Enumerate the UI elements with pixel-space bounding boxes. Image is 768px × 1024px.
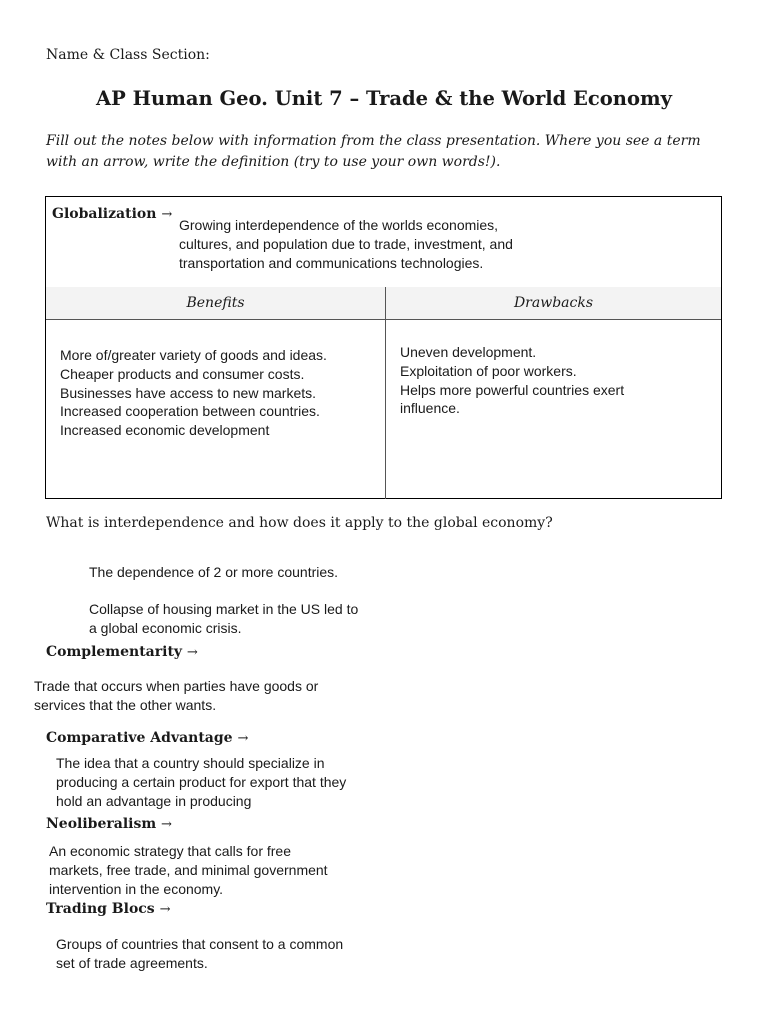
- interdependence-question: What is interdependence and how does it apply to the global economy?: [46, 515, 553, 531]
- list-item: Helps more powerful countries exert: [400, 381, 625, 398]
- definition-line: producing a certain product for export that they: [56, 774, 347, 790]
- trading-blocs-term: [46, 901, 170, 917]
- list-item: Increased economic development: [60, 422, 270, 439]
- arrow-icon: →: [159, 902, 171, 917]
- neoliberalism-term: [46, 816, 172, 832]
- complementarity-definition: [34, 677, 318, 715]
- term-label: Neoliberalism: [46, 816, 157, 832]
- drawbacks-list: [400, 343, 624, 418]
- instructions: Fill out the notes below with information from the class presentation. Where you see a term with an arrow, write the definition (try to use your own words!).: [46, 133, 701, 170]
- definition-line: markets, free trade, and minimal government: [49, 862, 328, 878]
- arrow-icon: →: [161, 817, 172, 832]
- term-label: Comparative Advantage: [46, 730, 233, 746]
- list-item: Businesses have access to new markets.: [60, 384, 317, 401]
- interdependence-answer-1: The dependence of 2 or more countries.: [89, 564, 339, 580]
- definition-line: intervention in the economy.: [49, 881, 224, 897]
- definition-line: An economic strategy that calls for free: [49, 843, 291, 859]
- page-title: AP Human Geo. Unit 7 – Trade & the World Economy: [96, 87, 672, 110]
- list-item: More of/greater variety of goods and ideas.: [60, 347, 327, 363]
- globalization-term: [52, 206, 172, 222]
- neoliberalism-definition: [49, 842, 328, 899]
- list-item: influence.: [400, 400, 460, 417]
- globalization-row: [46, 197, 721, 288]
- definition-line: cultures, and population due to trade, investment, and: [179, 236, 513, 252]
- name-class-section-label: Name & Class Section:: [46, 47, 210, 63]
- definition-line: set of trade agreements.: [56, 955, 208, 971]
- arrow-icon: →: [237, 731, 249, 746]
- column-divider: [385, 287, 386, 499]
- drawbacks-header: Drawbacks: [513, 295, 594, 311]
- definition-line: The idea that a country should specialize in: [56, 755, 325, 771]
- list-item: Cheaper products and consumer costs.: [60, 365, 305, 382]
- arrow-icon: →: [186, 645, 198, 660]
- benefits-list: [60, 346, 327, 440]
- complementarity-term: [46, 644, 198, 660]
- benefits-header: Benefits: [186, 295, 245, 311]
- definition-line: hold an advantage in producing: [56, 793, 252, 809]
- answer-line: a global economic crisis.: [89, 620, 242, 636]
- list-item: Uneven development.: [400, 344, 537, 360]
- list-item: Exploitation of poor workers.: [400, 362, 577, 379]
- definition-line: Trade that occurs when parties have goods or: [34, 678, 319, 694]
- arrow-icon: →: [161, 207, 173, 222]
- globalization-definition: [179, 216, 579, 273]
- trading-blocs-definition: [56, 935, 343, 973]
- term-label: Globalization: [52, 206, 157, 222]
- definition-line: Groups of countries that consent to a common: [56, 936, 344, 952]
- interdependence-answer-2: [89, 600, 358, 638]
- definition-line: services that the other wants.: [34, 697, 217, 713]
- term-label: Trading Blocs: [46, 901, 155, 917]
- term-label: Complementarity: [46, 644, 183, 660]
- definition-line: Growing interdependence of the worlds economies,: [179, 217, 499, 233]
- list-item: Increased cooperation between countries.: [60, 403, 320, 420]
- table-header-row: [46, 287, 721, 320]
- definition-line: transportation and communications technologies.: [179, 255, 484, 271]
- globalization-table: [45, 196, 722, 499]
- answer-line: Collapse of housing market in the US led to: [89, 601, 359, 617]
- comparative-advantage-definition: [56, 754, 346, 811]
- comparative-advantage-term: [46, 730, 248, 746]
